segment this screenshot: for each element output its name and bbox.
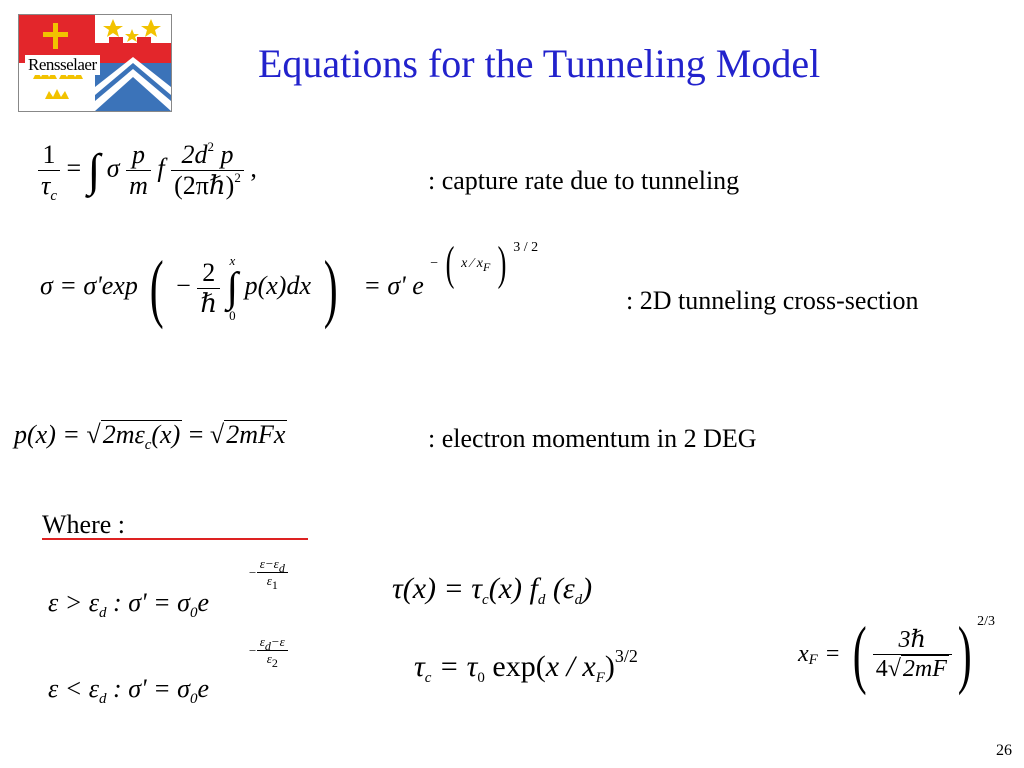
xf-power: 2/3 — [977, 614, 996, 629]
xf-numerator: 3ℏ — [898, 627, 926, 653]
exponent-group: − ( x ⁄ xF ) 3 / 2 — [430, 237, 539, 290]
tau-x-tail: (ε — [552, 572, 575, 605]
exponent-x: x — [461, 256, 468, 272]
tau-x-equation — [392, 572, 592, 606]
case1-lhs: ε > ε — [48, 588, 100, 617]
minus-sign: − — [176, 270, 191, 300]
case2-equation — [48, 674, 210, 707]
definite-integral: x ∫ 0 — [226, 253, 239, 323]
case1-equation — [48, 588, 210, 621]
case1-exp-num: ε−ε — [259, 556, 279, 571]
integral-upper-limit: x — [229, 253, 236, 268]
case2-exp-num-tail: −ε — [270, 634, 285, 649]
left-paren: ( — [150, 246, 164, 330]
density-denominator-sup: 2 — [234, 170, 241, 185]
integrand: p(x)dx — [244, 270, 311, 300]
p-over-m-fraction — [126, 140, 151, 201]
lhs-fraction — [38, 140, 60, 204]
logo-text: Rensselaer — [25, 55, 100, 75]
density-fraction — [171, 140, 244, 201]
tau-x-close: ) — [582, 572, 593, 605]
case2-lhs: ε < ε — [48, 674, 100, 703]
exponent-minus: − — [430, 256, 439, 272]
tau-c-sub0: 0 — [477, 670, 485, 686]
tau-x-sub2: d — [537, 592, 546, 608]
case1-sub: d — [99, 605, 107, 621]
f-symbol: f — [157, 153, 165, 183]
momentum-equation — [14, 420, 287, 453]
equals-sign: = — [66, 153, 82, 183]
lhs-numerator: 1 — [42, 140, 56, 169]
tau-c-equation — [414, 646, 638, 686]
tau-c-lhs: τ — [414, 650, 425, 683]
density-numerator-sup: 2 — [207, 139, 214, 154]
cross-section-rhs: = σ' e — [363, 270, 424, 300]
cross-section-lhs: σ = σ'exp — [40, 270, 138, 300]
xf-fraction: $\frac{\text{3ℏ}}{4√2mF}$ — [873, 625, 952, 683]
case2-exp-frac — [257, 634, 288, 670]
sqrt-sign: √ — [86, 420, 101, 449]
case2-exp-den-sub: 2 — [271, 656, 278, 670]
sqrt-sign-2: √ — [209, 420, 225, 449]
tau-c-exp: exp( — [492, 650, 546, 683]
xf-equation — [798, 612, 996, 696]
p-numerator: p — [131, 140, 145, 169]
case2-e: e — [197, 674, 210, 703]
case1-exp-num-sub: d — [278, 561, 285, 575]
xf-sub: F — [808, 651, 818, 668]
sqrt1-body: 2mε — [102, 420, 145, 449]
case2-mid-sub: 0 — [189, 691, 198, 707]
exponent-xf-sub: F — [482, 260, 491, 275]
case1-e: e — [197, 588, 210, 617]
slide-title: Equations for the Tunneling Model — [258, 41, 821, 86]
case1-mid-sub: 0 — [189, 605, 198, 621]
cross-section-equation — [40, 237, 539, 330]
xf-right-paren: ) — [957, 612, 972, 696]
tau-c-sub-f: F — [595, 670, 605, 686]
case2-exp-num: ε — [259, 634, 265, 649]
equals-sign-2: = — [188, 420, 204, 449]
hbar-denominator: ℏ — [197, 288, 220, 319]
case2-exp-minus: − — [248, 642, 257, 658]
tau-x-mid: (x) f — [488, 572, 538, 605]
tau-c-sub: c — [424, 670, 432, 686]
case1-exp-frac — [257, 556, 288, 592]
sqrt2-body: 2mFx — [226, 420, 286, 449]
xf-den-pre: 4 — [875, 656, 888, 682]
cross-section-description: : 2D tunneling cross-section — [626, 286, 919, 315]
case1-mid: : σ' = σ — [113, 588, 190, 617]
page-number: 26 — [996, 742, 1012, 759]
xf-lhs: x — [798, 640, 809, 667]
density-numerator-tail: p — [220, 140, 234, 169]
sigma-symbol: σ — [106, 153, 120, 183]
tau-c-power: 3/2 — [614, 646, 638, 666]
where-label: Where : — [42, 510, 126, 539]
integral-sign: ∫ — [87, 144, 101, 196]
tau-x-sub: c — [482, 592, 489, 608]
momentum-description: : electron momentum in 2 DEG — [428, 424, 757, 453]
lhs-denominator: τ — [41, 171, 51, 200]
tau-x-lhs: τ(x) = τ — [392, 572, 483, 605]
right-paren: ) — [323, 246, 338, 330]
case1-exp-den-sub: 1 — [271, 578, 278, 592]
density-denominator: (2πℏ) — [174, 171, 235, 200]
case2-sub: d — [99, 691, 107, 707]
case2-exponent — [248, 634, 288, 670]
density-numerator: 2d — [181, 140, 208, 169]
momentum-lhs: p(x) = — [14, 420, 80, 449]
where-underline — [42, 538, 308, 540]
m-denominator: m — [126, 170, 151, 201]
two-numerator: 2 — [202, 257, 216, 287]
case2-mid: : σ' = σ — [113, 674, 190, 703]
exponent-power: 3 / 2 — [513, 240, 539, 256]
case1-exp-minus: − — [248, 564, 257, 580]
xf-left-paren: ( — [853, 612, 867, 696]
rensselaer-logo — [18, 14, 172, 112]
tau-c-eq: = τ — [438, 650, 478, 683]
tau-c-x: x / x — [545, 650, 596, 683]
tau-x-sub3: d — [574, 592, 583, 608]
case2-exp-num-sub: d — [264, 639, 271, 653]
integral-lower-limit: 0 — [229, 308, 236, 323]
exponent-xf: x — [476, 256, 483, 272]
sqrt1-sub: c — [144, 437, 152, 453]
case1-exp-den: ε — [266, 573, 272, 588]
case1-exponent — [248, 556, 288, 592]
two-over-hbar-fraction — [197, 258, 220, 319]
case2-exp-den: ε — [266, 651, 272, 666]
capture-rate-description: : capture rate due to tunneling — [428, 166, 740, 195]
xf-den-sqrt: 2mF — [902, 656, 947, 682]
capture-rate-equation — [38, 139, 257, 204]
tau-c-close: ) — [604, 650, 615, 683]
xf-eq: = — [825, 640, 840, 667]
sqrt1-tail: (x) — [151, 420, 181, 449]
comma: , — [250, 153, 257, 183]
lhs-denominator-sub: c — [50, 188, 57, 204]
